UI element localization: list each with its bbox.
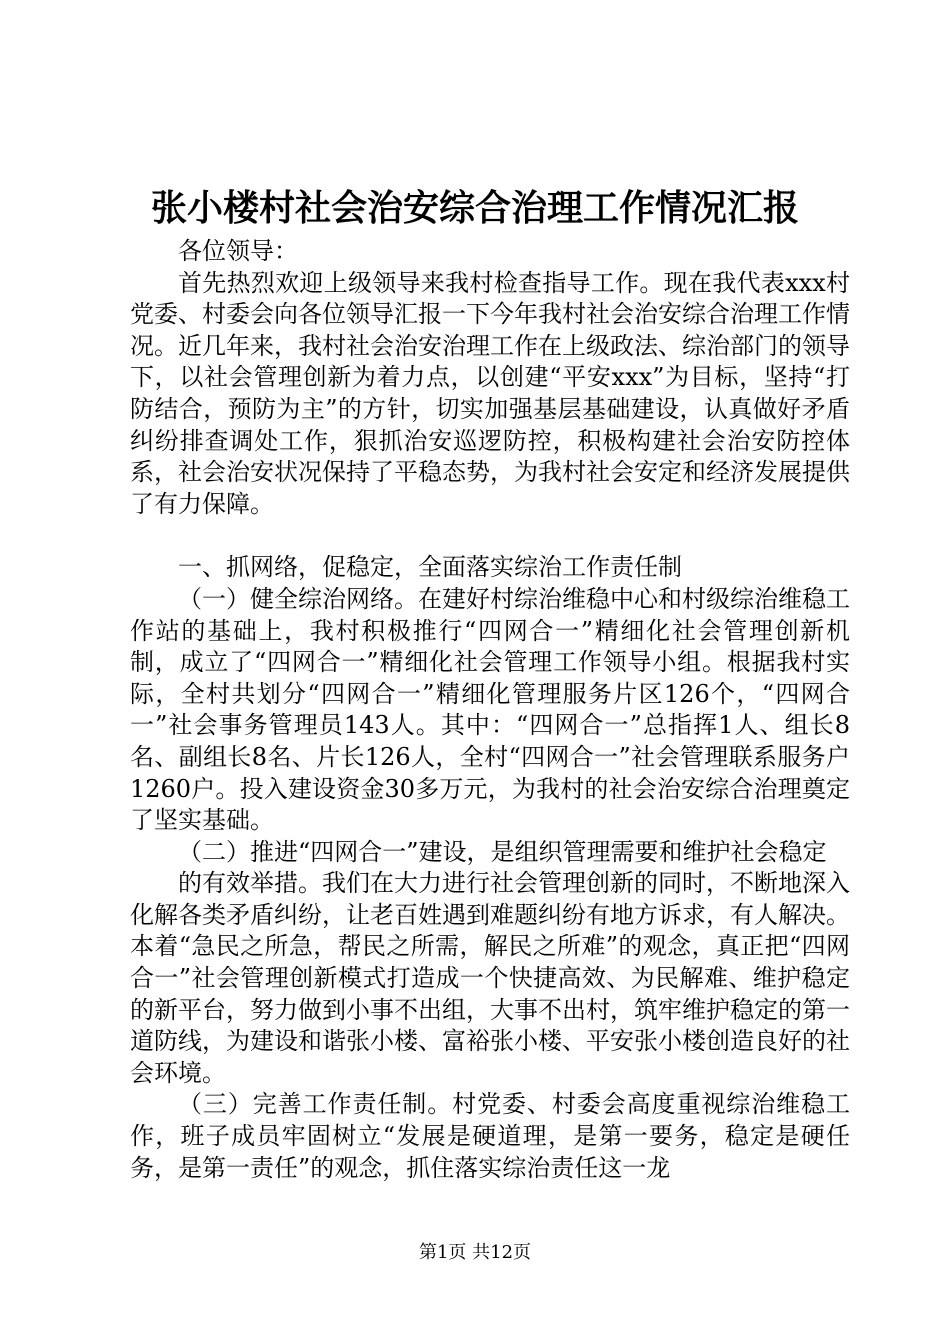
paragraph-network: （一）健全综治网络。在建好村综治维稳中心和村级综治维稳工作站的基础上，我村积极推行“四网合一”精细化社会管理创新机制，成立了“四网合一”精细化社会管理工作领导小组。根据我村实际，全村共划分“四网合一”精细化管理服务片区126个，“四网合一”社会事务管理员143人。其中：“四网合一”总指挥1人、组长8名、副组长8名、片长126人，全村“四网合一”社会管理联系服务户1260户。投入建设资金30多万元，为我村的社会治安综合治理奠定了坚实基础。 <box>130 584 850 835</box>
paragraph-responsibility: （三）完善工作责任制。村党委、村委会高度重视综治维稳工作，班子成员牢固树立“发展是硬道理，是第一要务，稳定是硬任务，是第一责任”的观念，抓住落实综治责任这一龙 <box>130 1090 850 1182</box>
salutation: 各位领导： <box>178 237 298 265</box>
intro-paragraph: 首先热烈欢迎上级领导来我村检查指导工作。现在我代表xxx村党委、村委会向各位领导汇报一下今年我村社会治安综合治理工作情况。近几年来，我村社会治安治理工作在上级政法、综治部门的领导下，以社会管理创新为着力点，以创建“平安xxx”为目标，坚持“打防结合，预防为主”的方针，切实加强基层基础建设，认真做好矛盾纠纷排查调处工作，狠抓治安巡逻防控，积极构建社会治安防控体系，社会治安状况保持了平稳态势，为我村社会安定和经济发展提供了有力保障。 <box>130 268 850 518</box>
document-title: 张小楼村社会治安综合治理工作情况汇报 <box>150 187 799 229</box>
paragraph-promote-body: 的有效举措。我们在大力进行社会管理创新的同时，不断地深入化解各类矛盾纠纷，让老百姓遇到难题纠纷有地方诉求，有人解决。本着“急民之所急，帮民之所需，解民之所难”的观念，真正把“四网合一”社会管理创新模式打造成一个快捷高效、为民解难、维护稳定的新平台，努力做到小事不出组，大事不出村，筑牢维护稳定的第一道防线，为建设和谐张小楼、富裕张小楼、平安张小楼创造良好的社会环境。 <box>130 869 850 1087</box>
document-body <box>130 236 850 1184</box>
page-footer: 第1页 共12页 <box>418 1242 532 1263</box>
section-heading-1: 一、抓网络，促稳定，全面落实综治工作责任制 <box>178 553 682 582</box>
paragraph-gap <box>130 520 850 552</box>
paragraph-promote-title: （二）推进“四网合一”建设，是组织管理需要和维护社会稳定 <box>178 837 827 866</box>
